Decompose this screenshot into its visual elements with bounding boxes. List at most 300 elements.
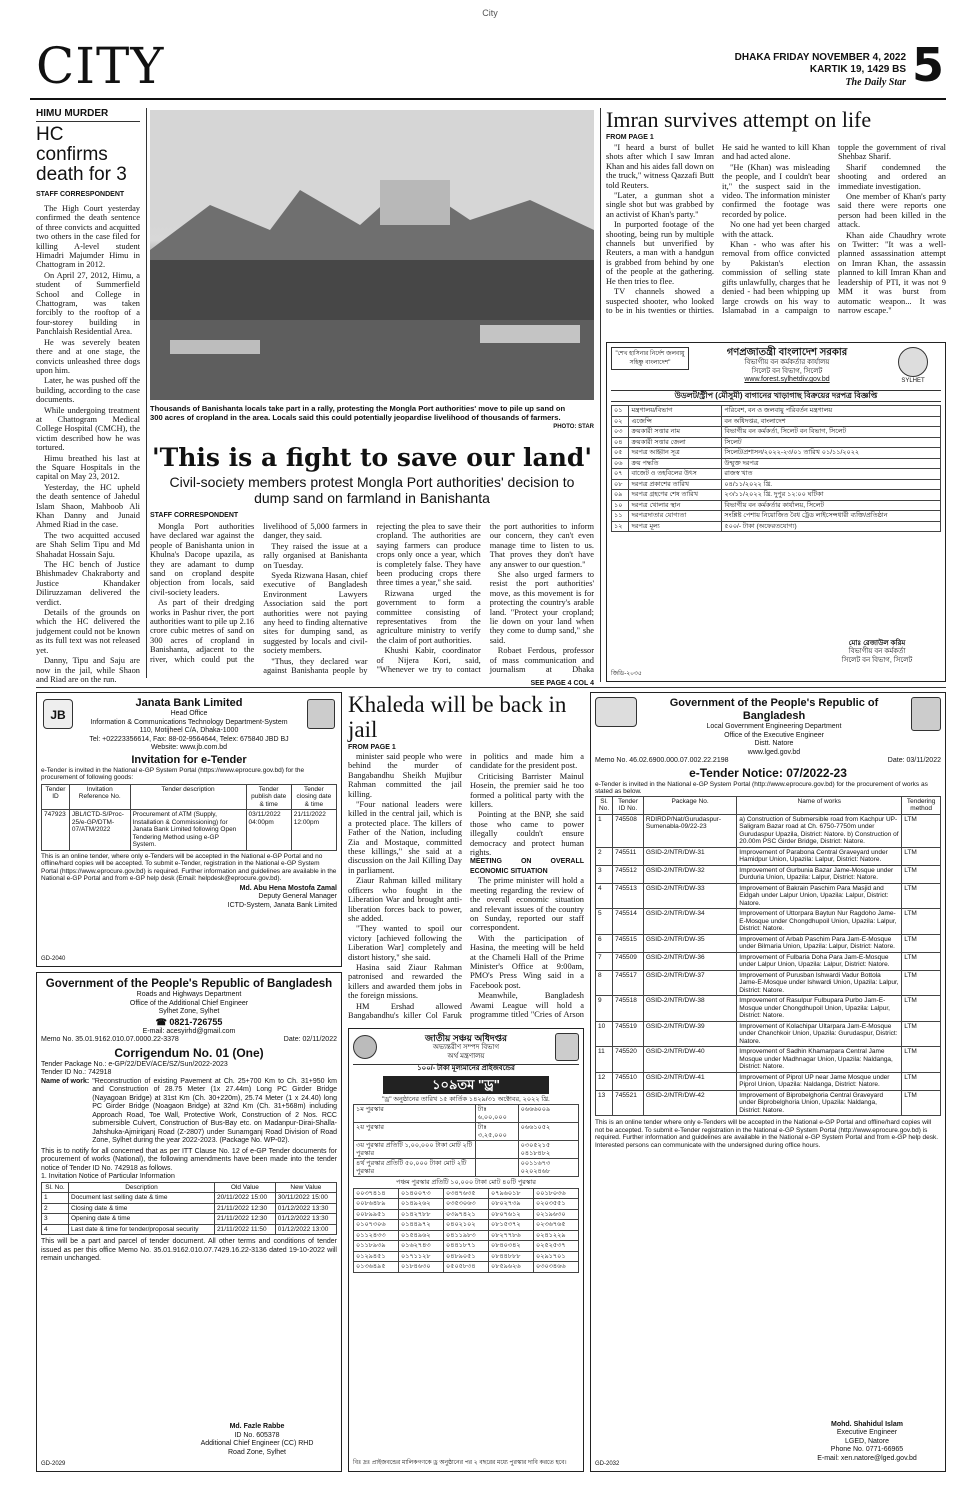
prize-number: ০১২৯৪৫১	[354, 1251, 399, 1262]
ad-seal	[885, 347, 941, 386]
table-cell: ০৩০৫২১৫ ০৪১৮৪৮২	[518, 1141, 578, 1159]
prize-number: ০২৯১৭০১	[534, 1251, 579, 1262]
ad-phone-number: 0821-726755	[169, 1016, 223, 1027]
table-cell: Last date & time for tender/proposal security	[69, 1224, 215, 1235]
table-cell: RDIRDP/Nat/Gurudaspur-Sumenabla-09/22-23	[643, 814, 736, 847]
prize-number: ০১৪৯২৬২	[399, 1199, 444, 1210]
ad-header	[611, 347, 941, 386]
table-row	[354, 1105, 579, 1123]
prize-number-grid	[353, 1188, 579, 1273]
table-row	[42, 1203, 337, 1214]
table-row	[596, 883, 941, 909]
table-cell: রাজস্ব খাত	[722, 469, 941, 480]
forest-tender-table	[611, 405, 941, 532]
story-paragraph: One member of Khan's party said there were reports one person had been killed in the attack.	[838, 192, 946, 230]
ad-note: This is an online tender, where only e-Tenders will be accepted in the National e-GP Portal and no offline/hard copies will be accepted. To submit e-Tender, registration in the National e-GP System Portal (https://www.eprocure.gov.bd) is required. Further information and guidelines are available in the National e-GP Portal and from e-GP help desk (Email: helpdesk@eprocure.gov.bd).	[41, 852, 337, 882]
story-paragraph: Himu breathed his last at the Square Hospitals in the capital on May 23, 2012.	[36, 453, 140, 482]
table-cell: ০৩	[612, 427, 629, 438]
table-cell: 4	[596, 883, 613, 909]
table-cell: LTM	[902, 1021, 941, 1047]
table-cell: Procurement of ATM (Supply, Installation & Commissioning) for Janata Bank Limited following Open Tendering Method using e-GP System.	[130, 810, 246, 851]
ad-office: Office of the Additional Chief Engineer	[129, 999, 249, 1007]
table-cell: ০৬৬৬০০৯	[518, 1105, 578, 1123]
table-row	[596, 814, 941, 847]
table-cell: LTM	[902, 934, 941, 952]
ad-heading: Corrigendum No. 01 (One)	[114, 1045, 264, 1060]
story-paragraph: minister said people who were behind the murder of Bangabandhu Sheikh Mujibur Rahman committed the jail killing.	[348, 752, 462, 799]
prize-number: ০১৪০০৭৩	[399, 1188, 444, 1199]
ad-forest-department	[606, 342, 946, 682]
table-cell: Improvement of Parabona Central Graveyard under Hamidpur Union, Upazila: Lalpur, District: Natore.	[737, 847, 902, 865]
story-paragraph: Khan - who was after his removal from office convicted by Pakistan's election commission of selling state gifts unlawfully, charges that he denied - had been whipping up large crowds on his way to Islamabad in a campaign to topple the government of rival Shehbaz Sharif.	[722, 143, 946, 315]
table-cell: 01/12/2022 13:30	[275, 1214, 336, 1225]
table-row	[354, 1209, 579, 1220]
janata-tender-table	[41, 784, 337, 851]
story-paragraph: Yesterday, the HC upheld the death sentence of Jahedul Islam Shaon, Mahboob Ali Khan Danny and Junaid Ahmed Riad in the case.	[36, 482, 140, 530]
table-cell: দরপত্র প্রকাশের তারিখ	[629, 479, 722, 490]
ad-website[interactable]: www.forest.sylhetdiv.gov.bd	[744, 376, 830, 383]
table-cell: 745509	[613, 952, 644, 970]
ad-signer-title: Executive Engineer	[836, 1429, 898, 1436]
story-paragraph: Ziaur Rahman killed military officers who fought in the Liberation War and brought anti-liberation forces back to power, she added.	[348, 876, 462, 923]
prize-number: ০১৭১১২৮	[399, 1251, 444, 1262]
table-header-cell: Tender publish date & time	[246, 784, 291, 810]
table-header-cell: Tender closing date & time	[291, 784, 336, 810]
story-paragraph: Meanwhile, Bangladesh Awami League will hold a programme titled "Cries of Arson	[470, 991, 584, 1019]
story-paragraph: Robaet Ferdous, professor of mass communication and journalism at Dhaka	[489, 646, 594, 675]
table-row	[596, 1090, 941, 1116]
table-header-cell: Sl. No.	[42, 1182, 69, 1193]
ad-memo: Memo No. 46.02.6900.000.07.002.22.2198	[595, 757, 729, 764]
table-row	[354, 1199, 579, 1210]
story-paragraph: The High Court yesterday confirmed the death sentence of three convicts and acquitted two others in the case filed for killing A-level student Himadri Majumder Himu in Chattogram in 2012.	[36, 204, 140, 270]
story-paragraph: Later, he was pushed off the building, according to the case documents.	[36, 376, 140, 405]
table-cell: দরপত্র মূল্য	[629, 521, 722, 532]
story-paragraph: Khan aide Chaudhry wrote on Twitter: "It was a well-planned assassination attempt on Imran Khan, the assassin planned to kill Imran Khan and leadership of PTI, it was not 9 MM it was burst from automatic weapon... It was narrow escape."	[838, 230, 946, 315]
ad-signer-dept: ICTD-System, Janata Bank Limited	[227, 901, 337, 909]
ad-website[interactable]: www.lged.gov.bd	[747, 748, 801, 756]
story-paragraph: Hasina said Ziaur Rahman patronised and rewarded the killers and awarded them jobs in the foreign missions.	[348, 962, 462, 1001]
table-cell: 6	[596, 934, 613, 952]
story-headline: HC confirms death for 3	[36, 124, 127, 185]
prize-number: ০৩৪৭৬৩৫	[444, 1188, 489, 1199]
table-cell: সিলেট/প্রশাসন/২০২২-২৩/০১ তারিখ ০১/১১/২০২২	[722, 448, 941, 459]
table-cell: LTM	[902, 883, 941, 909]
table-cell: 2	[596, 847, 613, 865]
table-cell	[475, 1141, 518, 1159]
table-cell: 745514	[613, 909, 644, 935]
table-row	[354, 1188, 579, 1199]
ad-contact: Tel: +02223356614, Fax: 88-02-9564644, Telex: 675840 JBD BJ	[89, 735, 289, 743]
ad-tag: SYLHET	[901, 378, 925, 384]
table-cell: ০০১১৬৭৩ ০২০২৪৬৮	[518, 1159, 578, 1177]
table-cell: ০৬	[612, 458, 629, 469]
prize-number: ০০৮৯৯৫১	[354, 1209, 399, 1220]
corrigendum-table	[41, 1182, 337, 1236]
table-cell: বিভাগীয় বন কর্মকর্তা, সিলেট বন বিভাগ, সিলেট	[722, 427, 941, 438]
table-header-cell: Package No.	[643, 796, 736, 814]
ad-banner: ১০০/- টাকা মূল্যমানের প্রাইজবন্ডের	[353, 1064, 579, 1074]
ad-intro: e-Tender is invited in the National e-GP System Portal (https://www.eprocure.gov.bd) for the procurement of following goods:	[41, 766, 305, 781]
table-row	[612, 406, 941, 417]
table-cell: Improvement of Piprol UP near Jame Mosque under Piprol Union, Upazila: Naldanga, District: Natore.	[737, 1072, 902, 1090]
story-paragraph: Mongla Port authorities have declared war against the people of Banishanta union in Khulna's Dacope upazila, as they are adamant to dump sand on cropland despite objection from locals, said civil-society leaders.	[150, 522, 255, 597]
ad-note: This is an online tender where only e-Tenders will be accepted in the National e-GP Portal and offline/hard copies will not be accepted. To submit e-Tender registration in the National e-GP System Portal (http://www.eprocure.gov.bd) is required. Further information and guidelines are available in the National e-GP System Portal and from e-GP help desk. Interested persons can communicate with the undersigned during office hours.	[595, 1119, 938, 1149]
ad-package: Tender Package No.: e-GP/22/DEV/ACE/SZ/Sun/2022-2023	[41, 1060, 228, 1068]
ad-date: Date: 02/11/2022	[283, 1036, 337, 1043]
table-row	[354, 1241, 579, 1252]
prize-number: ০৪০২১০২	[444, 1220, 489, 1231]
ad-heading: Invitation for e-Tender	[131, 753, 247, 766]
table-cell: ৩য় পুরস্কার প্রতিটি ১,০০,০০০ টাকা মোট ২টি পুরস্কার	[354, 1141, 476, 1159]
prize-number: ০৮৪০৩৪২	[489, 1241, 534, 1252]
table-cell: GSID-2/NTR/DW-41	[643, 1072, 736, 1090]
table-cell: ০২	[612, 416, 629, 427]
table-cell: ২য় পুরস্কার	[354, 1123, 476, 1141]
prize-number: ০২০৩৫৫১	[534, 1199, 579, 1210]
prize-number: ০১৪৪৯৭২	[399, 1220, 444, 1231]
story-byline: STAFF CORRESPONDENT	[150, 512, 239, 519]
table-cell: টাঃ ৩,২৫,০০০	[475, 1123, 518, 1141]
table-row	[596, 1047, 941, 1073]
ad-signature	[797, 1421, 937, 1464]
table-cell: 12	[596, 1072, 613, 1090]
prize-number: ০৪৮৯০৫১	[444, 1251, 489, 1262]
ad-signer-office: LGED, Natore	[845, 1437, 889, 1445]
table-cell: সংশ্লিষ্ট পেশায় নিয়োজিত বৈধ ট্রেড লাইসেন্সধারী ব্যক্তি/প্রতিষ্ঠান	[722, 511, 941, 522]
table-row	[354, 1123, 579, 1141]
ad-title: Government of the People's Republic of Bangladesh	[45, 978, 333, 990]
table-cell: LTM	[902, 952, 941, 970]
table-cell: ০৪/১১/২০২২ খ্রি.	[722, 479, 941, 490]
prize-number: ০০৩৭৪১৪	[354, 1188, 399, 1199]
table-cell: Improvement of Arbab Paschim Para Jam-E-Mosque under Bilmaria Union, Upazila: Lalpur, District: Natore.	[737, 934, 902, 952]
table-cell: 745521	[613, 1090, 644, 1116]
forest-seal-icon	[898, 347, 928, 377]
table-cell: Improvement of Biprobelghoria Central Graveyard under Biprobelghoria Union, Upazila: Naldanga, District: Natore.	[737, 1090, 902, 1116]
ad-national-savings	[348, 1028, 584, 1472]
table-row	[612, 479, 941, 490]
table-header-cell: Tender description	[130, 784, 246, 810]
ad-title: Janata Bank Limited	[135, 697, 243, 709]
prize-number: ০১৪২৭৮৮	[399, 1209, 444, 1220]
table-row	[612, 500, 941, 511]
section-title: CITY	[36, 37, 165, 95]
ad-signer: Md. Abu Hena Mostofa Zamal	[239, 884, 337, 892]
table-row	[596, 1072, 941, 1090]
dateline	[696, 52, 906, 76]
table-cell: GSID-2/NTR/DW-36	[643, 952, 736, 970]
ad-dept: Local Government Engineering Department	[706, 723, 842, 730]
table-cell: 11	[596, 1047, 613, 1073]
story-paragraph: They raised the issue at a rally organised at Banishanta on Tuesday.	[263, 541, 368, 570]
table-row	[612, 490, 941, 501]
photo-credit: PHOTO: STAR	[553, 424, 594, 430]
table-cell: Improvement of Sadhin Khamarpara Central Jame Mosque under Madhnagar Union, Upazila: Naldanga, District: Natore.	[737, 1047, 902, 1073]
page-number: 5	[912, 38, 945, 92]
ad-signature	[41, 885, 337, 911]
prize-number: ০০৮৬৪৮৯	[354, 1199, 399, 1210]
story-imran	[606, 108, 946, 336]
table-cell: 13	[596, 1090, 613, 1116]
story-paragraph: "Four national leaders were killed in the central jail, which is a protected place. The killers of Father of the Nation, including Zia and Mostaque, committed these killings," she said at a discussion on the Jail Killing Day in parliament.	[348, 800, 462, 875]
table-row	[612, 458, 941, 469]
ad-paragraph: This is to notify for all concerned that as per ITT Clause No. 12 of e-GP Tender documents for procurement of works (National), the following amendments have been made into the tender notice of Tender ID No. 742918 as follows.	[41, 1147, 337, 1172]
table-header-cell: Invitation Reference No.	[69, 784, 130, 810]
table-cell: 745515	[613, 934, 644, 952]
table-cell: দরপত্র গ্রহণের শেষ তারিখ	[629, 490, 722, 501]
prize-number: ০১০৭৩০৬	[354, 1220, 399, 1231]
table-cell: 21/11/2022 12:30	[215, 1203, 276, 1214]
story-paragraph: "I heard a burst of bullet shots after which I saw Imran Khan and his aides fall down on the truck," witness Qazzafi Butt told Reuters.	[606, 143, 714, 190]
ad-email[interactable]: E-mail: xen.natore@lged.gov.bd	[817, 1454, 917, 1462]
table-cell: GSID-2/NTR/DW-33	[643, 883, 736, 909]
story-paragraph: "Thus, they declared war against Banishanta people by rejecting the plea to save their cropland. The authorities are saying farmers can produce crops only once a year, which is completely false. They have been producing crops there three times a year," she said.	[263, 522, 481, 676]
story-paragraph: The prime minister will hold a meeting regarding the review of the overall economic situation and relevant issues of the country on Sunday, reported our staff correspondent.	[470, 876, 584, 933]
table-cell: মন্ত্রণালয়/বিভাগ	[629, 406, 722, 417]
prize-number: ০২১৯৬৩০	[534, 1209, 579, 1220]
ad-office: বিভাগীয় বন কর্মকর্তার কার্যালয়	[744, 359, 830, 366]
ad-intro: "ড্র" অনুষ্ঠানের তারিখ ১৫ কার্তিক ১৪২৯/৩১ অক্টোবর, ২০২২ খ্রি.	[382, 1095, 550, 1103]
table-cell: LTM	[902, 865, 941, 883]
table-cell: সিলেট	[722, 437, 941, 448]
ad-title: Government of the People's Republic of Bangladesh	[669, 697, 879, 722]
table-cell: বিভাগীয় বন কর্মকর্তার কার্যালয়, সিলেট	[722, 500, 941, 511]
table-row	[596, 970, 941, 996]
table-cell: ১ম পুরস্কার	[354, 1105, 476, 1123]
table-row	[354, 1230, 579, 1241]
table-cell: 01/12/2022 13:00	[275, 1224, 336, 1235]
ad-work-row	[41, 1078, 337, 1146]
ad-title-block	[641, 697, 907, 757]
table-cell: 745511	[613, 847, 644, 865]
table-cell: 20/11/2022 15:00	[215, 1193, 276, 1204]
section-runhead: City	[482, 8, 498, 18]
table-cell: ৪র্থ পুরস্কার প্রতিটি ৫০,০০০ টাকা মোট ২টি পুরস্কার	[354, 1159, 476, 1177]
ad-draw: ১০৯তম "ড্র"	[383, 1076, 549, 1094]
table-cell: 2	[42, 1203, 69, 1214]
table-cell: a) Construction of Submersible road from Kachpur UP-Saligram Bazar road at Ch. 6750-7750m under Gurudaspur Upazila, District: Natore. b) Construction of 20.00m PSC Girder Bridge, District: Natore.	[737, 814, 902, 847]
table-row	[354, 1251, 579, 1262]
prize-number: ০৪৪১৮৭১	[444, 1241, 489, 1252]
table-cell: 10	[596, 1021, 613, 1047]
ad-footer: This will be a part and parcel of tender document. All other terms and conditions of tender issued as per this office Memo No. 35.01.9162.010.07.7429.16.22-3136 dated 19-10-2022 will remain unchanged.	[41, 1238, 337, 1262]
table-cell: 745510	[613, 1072, 644, 1090]
story-paragraph: He was severely beaten there and at one stage, the convicts unleashed three dogs upon him.	[36, 337, 140, 375]
ad-website[interactable]: Website: www.jb.com.bd	[150, 744, 228, 751]
table-cell: LTM	[902, 996, 941, 1022]
story-paragraph: The two acquitted accused are Shah Selim Tipu and Md Shahadat Hossain Saju.	[36, 530, 140, 559]
table-cell: GSID-2/NTR/DW-38	[643, 996, 736, 1022]
table-cell: টাঃ ৬,০০,০০০	[475, 1105, 518, 1123]
ad-code: GD-2040	[41, 955, 66, 962]
ad-header	[41, 697, 337, 767]
story-paragraph: Criticising Barrister Mainul Hosein, the premier said he too formed a political party with the killers.	[470, 771, 584, 810]
table-cell: ক্রয় পদ্ধতি	[629, 458, 722, 469]
story-paragraph: Danny, Tipu and Saju are now in the jail, while Shaon and Riad are on the run.	[36, 656, 140, 684]
prize-number: ০৮১৫৩৭২	[489, 1220, 534, 1231]
story-paragraph: She also urged farmers to resist the port authorities' move, as this movement is for protecting the country's arable land. "Protect your cropland; lie down on your land when they come to dump sand," she said.	[489, 570, 594, 645]
ad-title-block	[381, 1033, 551, 1061]
table-cell: Improvement of Bakrain Paschim Para Masjid and Eidgah under Lalpur Union, Upazila: Lalpur, District: Natore.	[737, 883, 902, 909]
table-cell: LTM	[902, 1072, 941, 1090]
ad-date: Date: 03/11/2022	[887, 757, 941, 764]
ad-header	[353, 1033, 579, 1061]
table-cell: GSID-2/NTR/DW-35	[643, 934, 736, 952]
prize-number: ০৮৫৯৬২৬	[489, 1262, 534, 1273]
table-cell: ০৯	[612, 490, 629, 501]
ad-district: Distt. Natore	[754, 740, 794, 747]
table-cell: ০৪	[612, 437, 629, 448]
table-cell: Opening date & time	[69, 1214, 215, 1225]
ad-title: জাতীয় সঞ্চয় অধিদপ্তর	[425, 1033, 507, 1043]
photo-caption: Thousands of Banishanta locals take part in a rally, protesting the Mongla Port authorities' move to pile up sand on 300 acres of cropland in the area. Locals said this could potentially jeopardise livelihood of thousands of farmers.	[150, 404, 566, 422]
ad-footer: বিঃ দ্রঃ প্রাইজবন্ডের মালিকগণকে ড্র অনুষ্ঠানের পর ২ বছরের মধ্যে পুরস্কার দাবি করতে হবে।	[353, 1460, 567, 1466]
story-headline: Imran survives attempt on life	[606, 107, 872, 132]
story-body	[36, 204, 140, 714]
table-cell: LTM	[902, 909, 941, 935]
ad-office: Office of the Executive Engineer	[724, 731, 824, 739]
table-row	[42, 1214, 337, 1225]
table-cell: Improvement of Kolachipar Ultarpara Jam-E-Mosque under Chanchkoir Union, Upazila: Gurudaspur, District: Natore.	[737, 1021, 902, 1047]
table-cell: এজেন্সি	[629, 416, 722, 427]
ad-email[interactable]: E-mail: acesyirhd@gmail.com	[142, 1027, 236, 1035]
story-paragraph: Sharif condemned the shooting and ordered an immediate investigation.	[838, 162, 946, 191]
table-cell: ১১	[612, 511, 629, 522]
dateline-english: DHAKA FRIDAY NOVEMBER 4, 2022	[734, 52, 906, 63]
table-cell: 745513	[613, 883, 644, 909]
table-row	[354, 1159, 579, 1177]
table-cell: ৫০০/- টাকা (অফেরতযোগ্য)	[722, 521, 941, 532]
table-row	[612, 469, 941, 480]
table-cell: 1	[42, 1193, 69, 1204]
table-row	[354, 1141, 579, 1159]
ad-signature	[187, 1423, 327, 1457]
table-row	[596, 909, 941, 935]
table-cell: GSID-2/NTR/DW-32	[643, 865, 736, 883]
ad-phone	[41, 1017, 337, 1028]
prize-number: ০৮২৭৭৮৬	[489, 1230, 534, 1241]
table-row	[596, 1021, 941, 1047]
janata-bank-logo-icon: JB	[43, 699, 73, 729]
table-cell: ক্রয়কারী সত্তার নাম	[629, 427, 722, 438]
table-cell: ০৫	[612, 448, 629, 459]
table-cell: ১২	[612, 521, 629, 532]
story-body	[606, 143, 946, 329]
story-paragraph: Details of the grounds on which the HC delivered the judgement could not be known as its full text was not released yet.	[36, 608, 140, 655]
table-cell: 21/11/2022 12:00pm	[291, 810, 336, 851]
ad-location: সিলেট বন বিভাগ, সিলেট	[751, 367, 823, 375]
table-header-cell: Tender ID	[42, 784, 70, 810]
story-headline: 'This is a fight to save our land'	[151, 443, 593, 472]
ad-signer-id: ID No. 605378	[234, 1431, 280, 1439]
ad-motto: "শেখ হাসিনার নির্দেশ জলবায়ু সহিষ্ণু বাংলাদেশ"	[611, 347, 689, 370]
prize-number: ০১৮৪৬৩০	[399, 1262, 444, 1273]
table-cell: উন্মুক্ত দরপত্র	[722, 458, 941, 469]
table-cell: 1	[596, 814, 613, 847]
story-paragraph: Pointing at the BNP, she said those who came to power illegally couldn't ensure democracy and protect human rights.	[470, 810, 584, 858]
prize-number: ০১১৮৯৩৯	[354, 1241, 399, 1252]
prize-number: ০২৫২৫৩৭	[534, 1241, 579, 1252]
prize-number: ০১৬২৭৪৩	[399, 1241, 444, 1252]
story-khaleda	[348, 692, 584, 1022]
prize-number: ০০১৮০৩৬	[534, 1188, 579, 1199]
prize-number: ০৮০২৭৩৯	[489, 1199, 534, 1210]
table-row	[596, 952, 941, 970]
table-cell: 745519	[613, 1021, 644, 1047]
story-kicker: HIMU MURDER	[36, 108, 109, 119]
ad-roads-highways	[36, 972, 342, 1472]
ad-phone: Phone No. 0771-66965	[830, 1446, 904, 1453]
table-cell: ০৮	[612, 479, 629, 490]
table-cell: 3	[42, 1214, 69, 1225]
ad-dept: Information & Communications Technology Department-System	[90, 718, 288, 726]
lged-tender-table	[595, 796, 941, 1117]
table-row	[596, 996, 941, 1022]
portrait-icon	[911, 697, 941, 731]
table-cell: 03/11/2022 04:00pm	[246, 810, 291, 851]
ad-memo-row	[595, 757, 941, 766]
story-paragraph: As part of their dredging works in Pashur river, the port authorities want to pile up 2.16 crore cubic metres of sand on 300 acres of cropland in Banishanta, adjacent to the river, which could put the livelihood of 5,000 farmers in danger, they said.	[150, 522, 368, 664]
ad-zone: Sylhet Zone, Sylhet	[158, 1008, 220, 1015]
table-cell	[475, 1159, 518, 1177]
ad-ministry: অর্থ মন্ত্রণালয়	[447, 1052, 485, 1060]
story-paragraph: "They wanted to spoil our victory [achieved following the Liberation War] completely and distort history," she said.	[348, 924, 462, 962]
ad-janata-bank	[36, 692, 342, 967]
table-cell: ১০	[612, 500, 629, 511]
table-cell: GSID-2/NTR/DW-42	[643, 1090, 736, 1116]
ad-signer-title: বিভাগীয় বন কর্মকর্তা	[848, 648, 906, 655]
table-cell: 745518	[613, 996, 644, 1022]
story-paragraph: With the participation of Hasina, the meeting will be held at the Chameli Hall of the Prime Minister's Office at 9:00am, PMO's Press Wing said in a Facebook post.	[470, 933, 584, 990]
ad-work: "Reconstruction of existing Pavement at Ch. 25+700 Km to Ch. 31+950 km and Construction of 28.75 Meter (1x 27.44m) Long PC Girder Bridge (Nayagoan Bridge) at 31st Km (Ch. 30+220m), 25.74 Meter (1 x 24.40) long PC Girder Bridge (Noagaon Bridge) at 32nd Km (Ch. 31+568m) including Approach Road, Toe Wall, Protective Work, Construction of 2 Nos. RCC submersible Culvert, Construction of Bus-Bay etc. on Madanpur-Dirai-Shalla-Jahshuka-Ajmiriganj Road (Z-2807) under Sunamganj Road Division of Road Zone, Sylhet during the year 2022-2023. (Package No. WP-02).	[92, 1077, 337, 1144]
ad-signer-title: Deputy General Manager	[258, 893, 337, 900]
savings-logo-icon	[353, 1035, 377, 1059]
story-paragraph: While undergoing treatment at Chattogram Medical College Hospital (CMCH), the victim described how he was tortured.	[36, 405, 140, 453]
table-cell: 8	[596, 970, 613, 996]
prize-number: ০৪১১৯৮৩	[444, 1230, 489, 1241]
table-row	[596, 847, 941, 865]
story-paragraph: "Later, a gunman shot a single shot but was grabbed by an activist of Khan's party."	[606, 191, 714, 219]
prize-number: ০২৩৬৭৬৫	[534, 1220, 579, 1231]
dateline-bengali: KARTIK 19, 1429 BS	[809, 64, 906, 75]
table-row	[612, 448, 941, 459]
prize-number: ০৮০৭৬১২	[489, 1209, 534, 1220]
table-cell: 745508	[613, 814, 644, 847]
table-row	[354, 1220, 579, 1231]
ad-heading: e-Tender Notice: 07/2022-23	[689, 765, 847, 780]
table-cell: Improvement of Uttorpara Baytun Nur Ragdoho Jame-E-Mosque under Chongdhupoil Union, Upazila: Lalpur, District: Natore.	[737, 909, 902, 935]
table-cell: 3	[596, 865, 613, 883]
table-cell: JBL/ICTD-S/Proc-25/e-GP/DTM-07/ATM/2022	[69, 810, 130, 851]
story-body	[348, 752, 584, 1022]
ad-signer: Md. Fazle Rabbe	[229, 1423, 285, 1430]
story-paragraph: Khushi Kabir, coordinator of Nijera Kori, said, "Whenever we try to contact the port authorities to inform our concern, they can't even manage time to listen to us. That proves they don't have any answer to our question."	[376, 522, 594, 675]
table-cell: LTM	[902, 970, 941, 996]
prize-table	[353, 1104, 579, 1177]
table-cell: 21/11/2022 12:30	[215, 1214, 276, 1225]
table-cell: 30/11/2022 15:00	[275, 1193, 336, 1204]
column-rule	[146, 108, 147, 678]
ad-lged	[590, 692, 946, 1472]
story-jump: SEE PAGE 4 COL 4	[530, 680, 594, 687]
table-cell: 7	[596, 952, 613, 970]
table-cell: বন অধিদপ্তর, বাংলাদেশ	[722, 416, 941, 427]
table-row	[612, 416, 941, 427]
phone-icon: ☎	[155, 1016, 170, 1027]
ad-work-label: Name of work:	[41, 1077, 90, 1085]
prize-number: ০৮৪৪৮৮৮	[489, 1251, 534, 1262]
